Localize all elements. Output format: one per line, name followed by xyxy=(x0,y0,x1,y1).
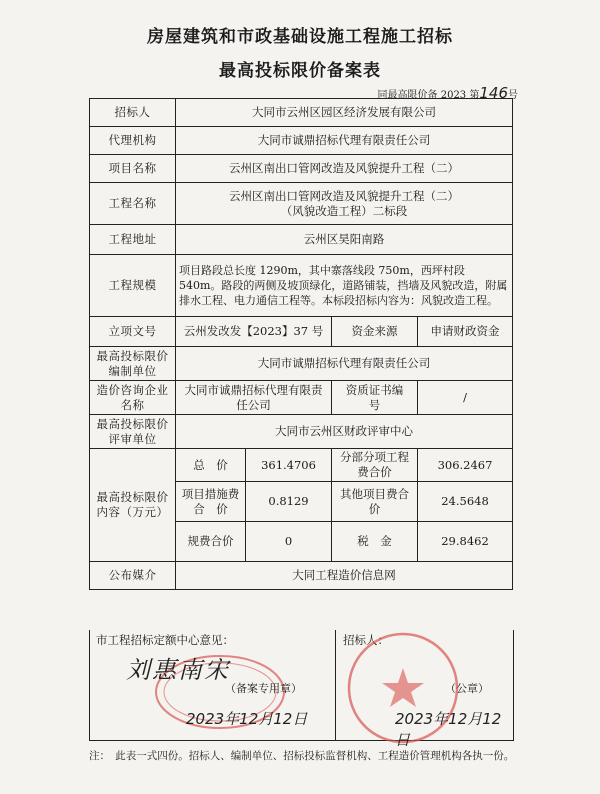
total-value: 361.4706 xyxy=(246,449,332,482)
handwritten-signature: 刘惠南宋 xyxy=(126,656,230,684)
engineering-name-line2: （风貌改造工程）二标段 xyxy=(280,203,408,218)
agency-value: 大同市诚鼎招标代理有限责任公司 xyxy=(176,127,513,155)
fund-value: 申请财政资金 xyxy=(418,317,513,347)
publish-media-value: 大同工程造价信息网 xyxy=(176,562,513,590)
quota-center-opinion xyxy=(90,630,336,740)
signature-row xyxy=(89,630,514,749)
address-value: 云州区昊阳南路 xyxy=(176,225,513,255)
tax-label: 税 金 xyxy=(332,522,418,562)
total-label: 总 价 xyxy=(176,449,246,482)
record-suffix: 号 xyxy=(508,90,518,101)
compile-unit-label: 最高投标限价编制单位 xyxy=(90,347,176,381)
agency-label: 代理机构 xyxy=(90,127,176,155)
address-label: 工程地址 xyxy=(90,225,176,255)
quota-center-label: 市工程招标定额中心意见： xyxy=(96,633,234,647)
review-unit-value: 大同市云州区财政评审中心 xyxy=(176,415,513,449)
approval-label: 立项文号 xyxy=(90,317,176,347)
other-label: 其他项目费合价 xyxy=(332,482,418,522)
tax-value: 29.8462 xyxy=(418,522,513,562)
consult-company-label: 造价咨询企业名称 xyxy=(90,381,176,415)
record-table xyxy=(89,98,513,590)
measure-value: 0.8129 xyxy=(246,482,332,522)
fee-value: 0 xyxy=(246,522,332,562)
record-prefix: 同最高限价备 2023 第 xyxy=(377,90,480,101)
scale-value: 项目路段总长度 1290m，其中寨落线段 750m，西坪村段 540m。路段的两侧及坡顶绿化，道路铺装，挡墙及风貌改造，附属排水工程、电力通信工程等。本标段招标内容为：风貌改造工程。 xyxy=(176,255,513,317)
content-label: 最高投标限价内容（万元） xyxy=(90,449,176,562)
other-value: 24.5648 xyxy=(418,482,513,522)
engineering-name-line1: 云州区南出口管网改造及风貌提升工程（二） xyxy=(229,188,459,203)
form-title-line2: 最高投标限价备案表 xyxy=(219,61,381,81)
consult-company-value: 大同市诚鼎招标代理有限责任公司 xyxy=(176,381,332,415)
publish-media-label: 公布媒介 xyxy=(90,562,176,590)
footnote: 注： 此表一式四份。招标人、编制单位、招标投标监督机构、工程造价管理机构各执一份。 xyxy=(89,750,515,762)
tenderer-signature xyxy=(335,630,513,749)
certificate-value: / xyxy=(418,381,513,415)
engineering-name-label: 工程名称 xyxy=(90,183,176,225)
tenderer-sign-label: 招标人： xyxy=(343,633,389,647)
tenderer-label: 招标人 xyxy=(90,99,176,127)
tenderer-date: 2023年12月12日 xyxy=(395,710,502,749)
record-number-handwritten: 146 xyxy=(479,84,508,102)
tenderer-seal-note: （公章） xyxy=(445,682,489,695)
engineering-name-value xyxy=(176,183,513,225)
tenderer-value: 大同市云州区园区经济发展有限公司 xyxy=(176,99,513,127)
record-seal-note: （备案专用章） xyxy=(225,682,302,695)
project-name-label: 项目名称 xyxy=(90,155,176,183)
review-unit-label: 最高投标限价评审单位 xyxy=(90,415,176,449)
form-title-line1: 房屋建筑和市政基础设施工程施工招标 xyxy=(147,27,453,47)
scale-label: 工程规模 xyxy=(90,255,176,317)
compile-unit-value: 大同市诚鼎招标代理有限责任公司 xyxy=(176,347,513,381)
quota-center-date: 2023年12月12日 xyxy=(186,710,308,728)
project-name-value: 云州区南出口管网改造及风貌提升工程（二） xyxy=(176,155,513,183)
fee-label: 规费合价 xyxy=(176,522,246,562)
subitem-value: 306.2467 xyxy=(418,449,513,482)
fund-label: 资金来源 xyxy=(332,317,418,347)
subitem-label: 分部分项工程费合价 xyxy=(332,449,418,482)
measure-label: 项目措施费合 价 xyxy=(176,482,246,522)
certificate-label: 资质证书编 号 xyxy=(332,381,418,415)
approval-value: 云州发改发【2023】37 号 xyxy=(176,317,332,347)
